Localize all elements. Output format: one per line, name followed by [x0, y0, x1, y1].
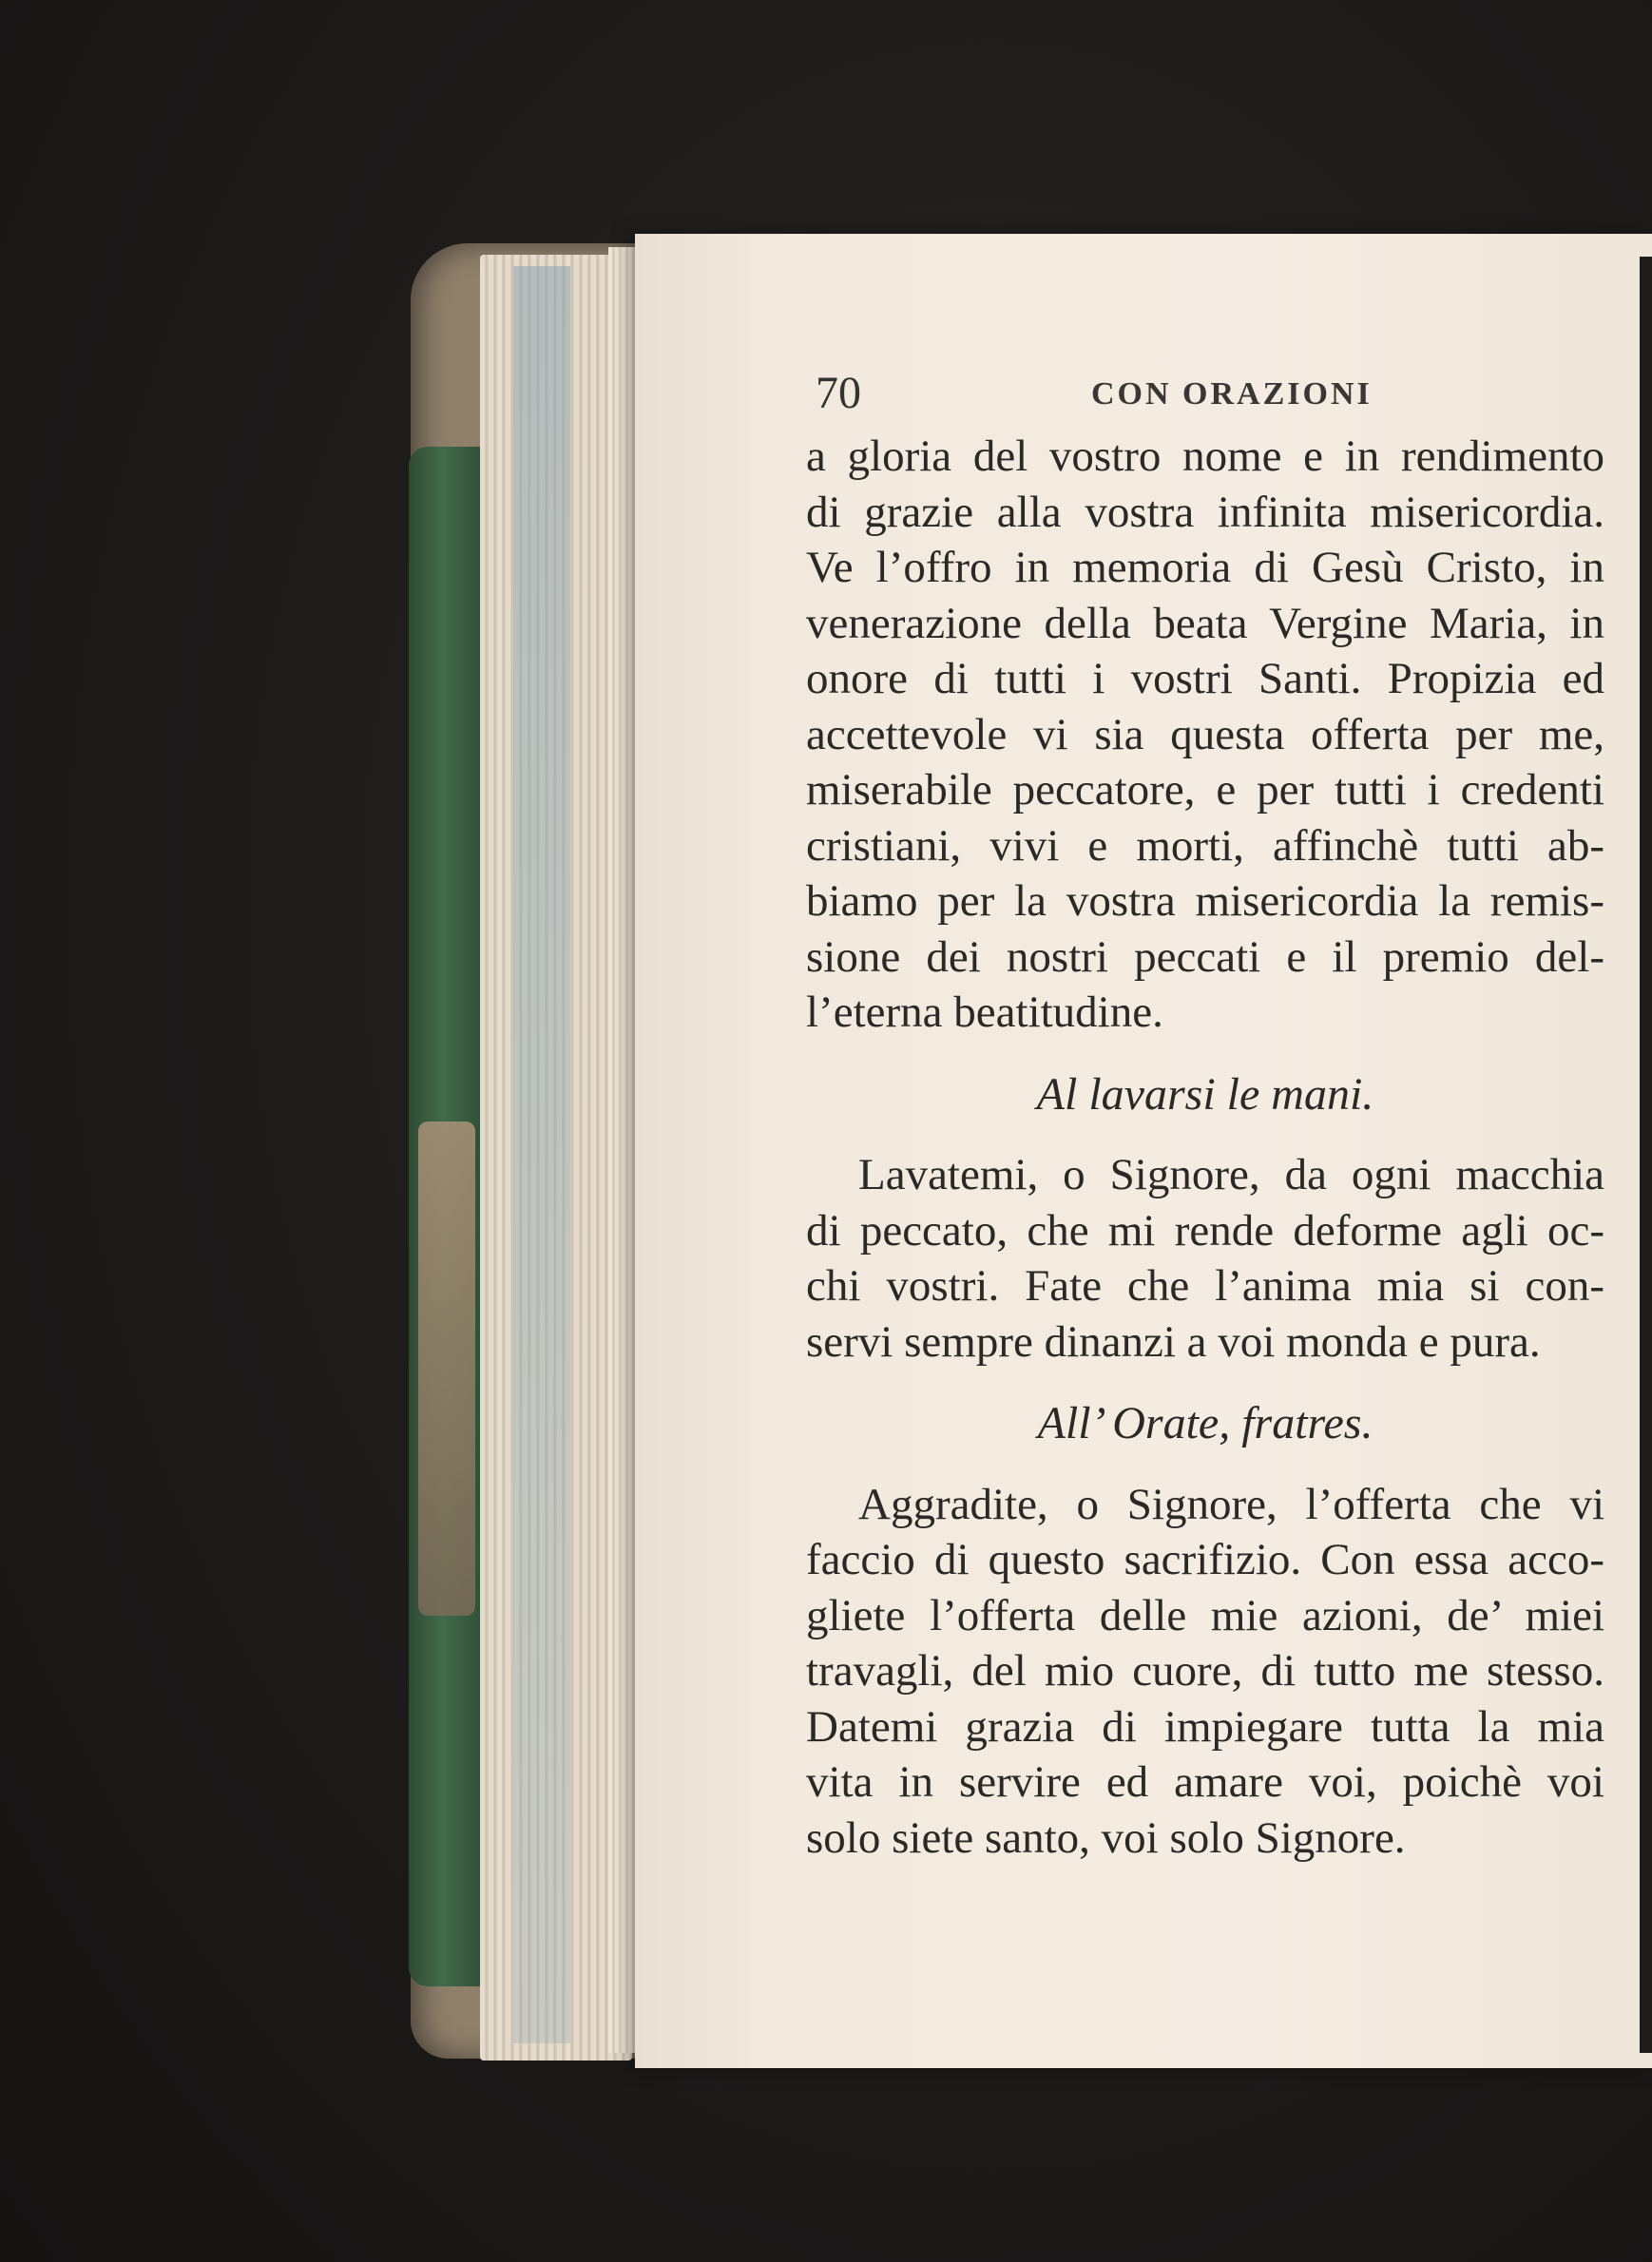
text-line: chi vostri. Fate che l’anima mia si con- [806, 1261, 1604, 1311]
text-line: onore di tutti i vostri Santi. Propizia ed [806, 654, 1604, 703]
running-head: CON ORAZIONI [1091, 376, 1373, 412]
page-number: 70 [816, 368, 861, 418]
text-line: sione dei nostri peccati e il premio del- [806, 931, 1604, 982]
page-shadow-edge [1640, 257, 1652, 2053]
text-line: accettevole vi sia questa offerta per me, [806, 709, 1604, 759]
section-heading: Al lavarsi le mani. [1036, 1068, 1374, 1120]
text-line: Datemi grazia di impiegare tutta la mia [806, 1701, 1604, 1752]
text-line: servi sempre dinanzi a voi monda e pura. [806, 1316, 1541, 1367]
text-line: venerazione della beata Vergine Maria, in [806, 598, 1604, 648]
text-line: travagli, del mio cuore, di tutto me stesso. [806, 1646, 1604, 1696]
text-line: di peccato, che mi rende deforme agli oc- [806, 1205, 1604, 1256]
text-line: cristiani, vivi e morti, affinchè tutti ab- [806, 820, 1604, 871]
book-page [635, 234, 1652, 2068]
text-line: di grazie alla vostra infinita misericordia. [806, 487, 1604, 537]
page-content [635, 234, 1652, 2068]
section-heading: All’ Orate, fratres. [1037, 1398, 1373, 1448]
text-line: solo siete santo, voi solo Signore. [806, 1812, 1406, 1863]
text-line: faccio di questo sacrifizio. Con essa acco- [806, 1535, 1604, 1584]
page-text [806, 429, 1604, 1866]
page-header [816, 367, 1595, 424]
text-line: Aggradite, o Signore, l’offerta che vi [858, 1479, 1604, 1529]
text-line: a gloria del vostro nome e in rendimento [806, 431, 1604, 481]
text-line: miserabile peccatore, e per tutti i credenti [806, 765, 1604, 815]
text-line: vita in servire ed amare voi, poichè voi [806, 1757, 1604, 1807]
text-line: Ve l’offro in memoria di Gesù Cristo, in [806, 543, 1604, 592]
text-line: gliete l’offerta delle mie azioni, de’ miei [806, 1590, 1604, 1640]
page-edges-blue-tint [513, 266, 570, 2043]
text-line: l’eterna beatitudine. [806, 987, 1163, 1037]
text-line: Lavatemi, o Signore, da ogni macchia [858, 1150, 1604, 1199]
book-cover-worn-patch [418, 1121, 475, 1616]
text-line: biamo per la vostra misericordia la remis- [806, 876, 1604, 926]
